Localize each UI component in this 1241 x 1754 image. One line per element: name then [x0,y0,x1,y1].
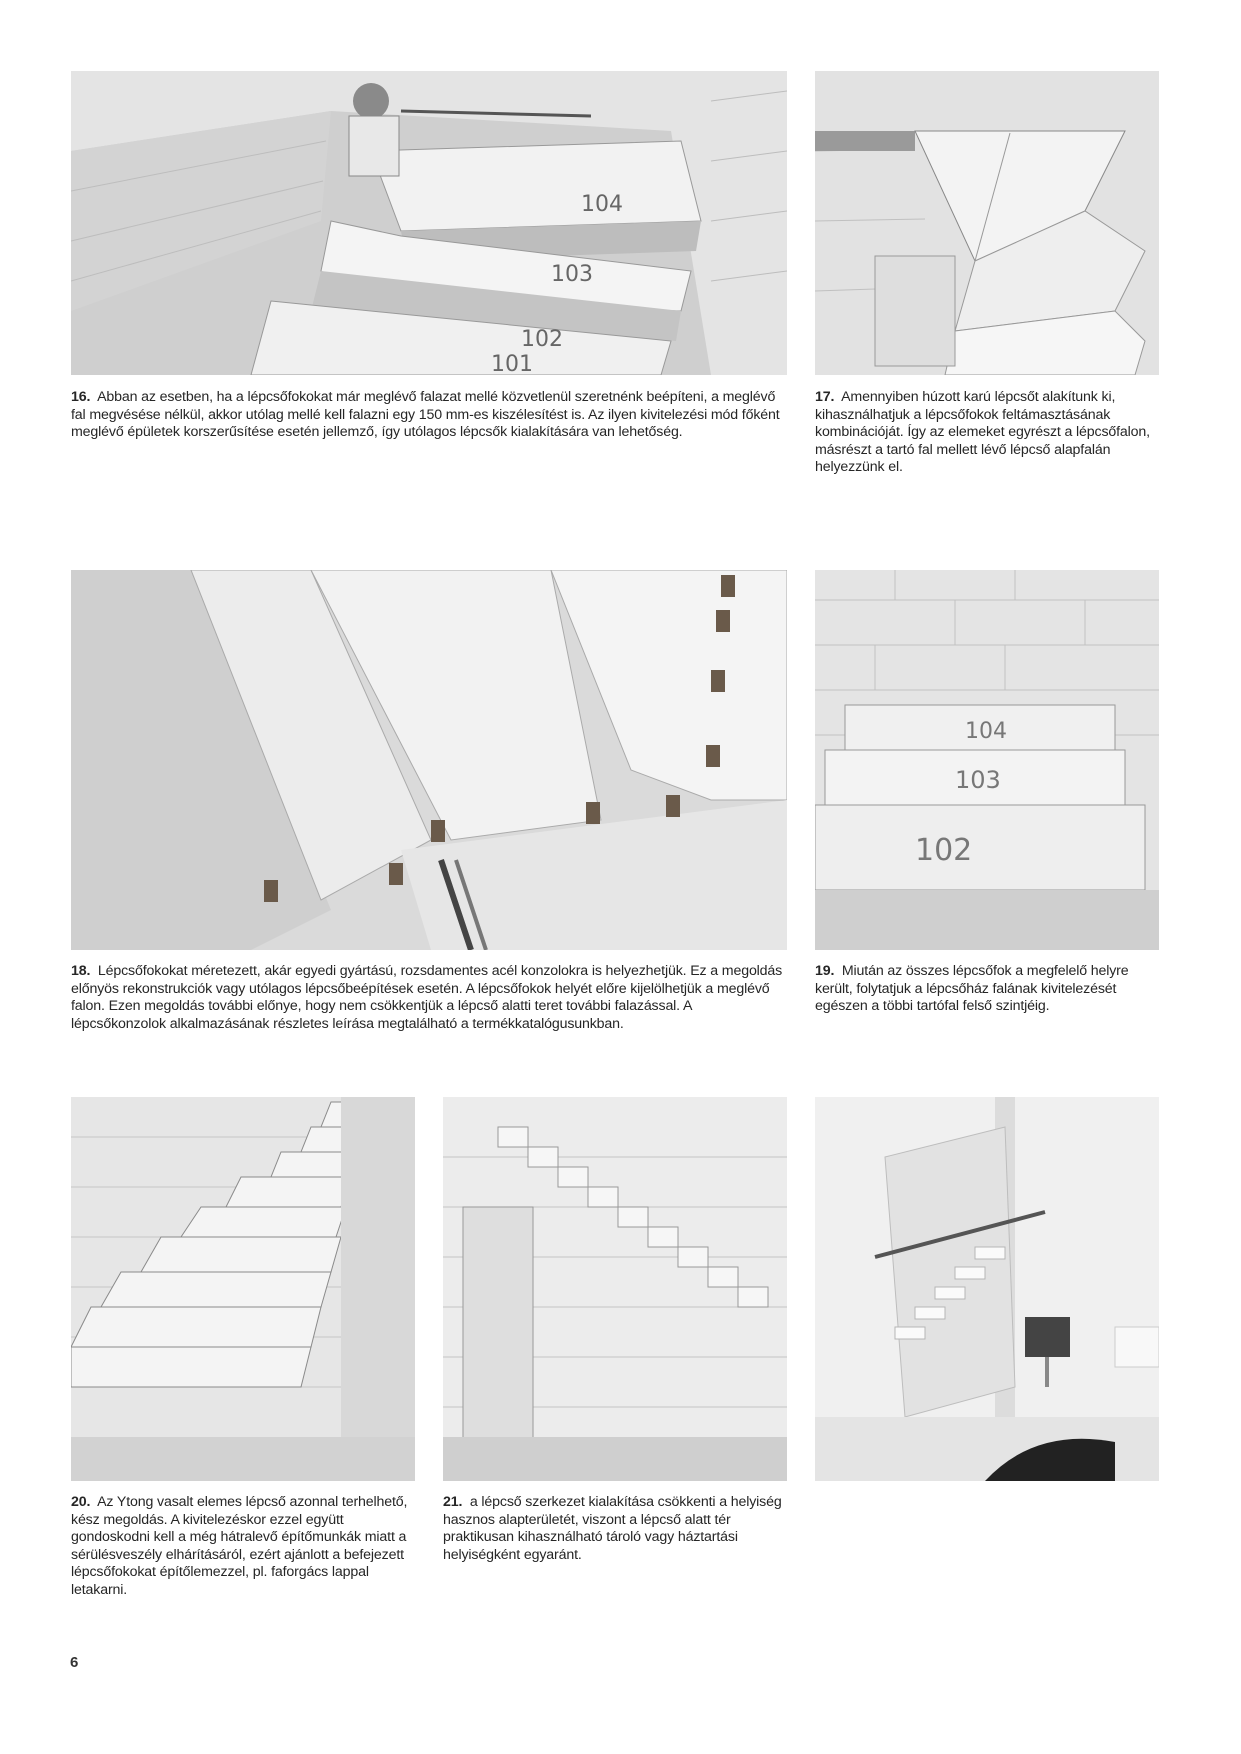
caption-number: 18. [71,963,91,979]
photo-18-steel-console-stairs [71,570,787,950]
caption-number: 21. [443,1494,463,1510]
caption-text: Amennyiben húzott karú lépcsőt alakítunk ki, kihasználhatjuk a lépcsőfokok feltámasztásának kombinációját. Így az elemeket egyrészt a lépcsőfalon, másrészt a tartó fal mellett lévő lépcső alapfalán helyezzünk el. [815,389,1150,476]
caption-19 [815,963,1159,1016]
photo-20-reinforced-element-stairs [71,1097,415,1481]
caption-number: 19. [815,963,835,979]
caption-20 [71,1494,415,1600]
step-label-102: 102 [915,833,973,868]
caption-number: 20. [71,1494,91,1510]
step-label-102: 102 [521,327,563,352]
step-label-104: 104 [965,719,1007,744]
caption-text: a lépcső szerkezet kialakítása csökkenti a helyiség hasznos alapterületét, viszont a lépcső alatt tér praktikusan kihasználható tároló vagy háztartási helyiségként egyaránt. [443,1494,782,1563]
caption-text: Miután az összes lépcsőfok a megfelelő helyre került, folytatjuk a lépcsőház falának kivitelezését egészen a többi tartófal felső szintjéig. [815,963,1129,1015]
step-label-101: 101 [491,352,533,375]
page-number: 6 [70,1654,79,1671]
photo-17-winder-stairs [815,71,1159,375]
step-label-103: 103 [955,766,1001,794]
caption-16 [71,389,787,442]
photo-16-stairs-against-wall [71,71,787,375]
caption-text: Abban az esetben, ha a lépcsőfokokat már meglévő falazat mellé közvetlenül szeretnénk beépíteni, a meglévő fal megvésése nélkül, akkor utólag mellé kell falazni egy 150 mm-es kiszélesítést is. Az ilyen kivitelezési mód főként meglévő épületek korszerűsítése esetén jellemző, így utólagos lépcsők kialakítására van lehetőség. [71,389,780,441]
caption-18 [71,963,787,1033]
caption-17 [815,389,1159,477]
caption-number: 16. [71,389,91,405]
photo-19-stairs-against-block-wall [815,570,1159,950]
photo-22-finished-interior-stairs [815,1097,1159,1481]
step-label-104: 104 [581,192,623,217]
step-label-103: 103 [551,262,593,287]
caption-21 [443,1494,787,1564]
caption-text: Lépcsőfokokat méretezett, akár egyedi gyártású, rozsdamentes acél konzolokra is helyezhetjük. Ez a megoldás előnyös rekonstrukciók vagy utólagos lépcsőbeépítések esetén. A lépcsőfokok helyét előre kijelölhetjük a meglévő falon. Ezen megoldás további előnye, hogy nem csökkentjük a lépcső alatti teret további falazással. A lépcsőkonzolok alkalmazásának részletes leírása megtalálható a termékkatalógusunkban. [71,963,783,1032]
photo-21-space-under-stairs [443,1097,787,1481]
caption-number: 17. [815,389,835,405]
caption-text: Az Ytong vasalt elemes lépcső azonnal terhelhető, kész megoldás. A kivitelezéskor ezzel együtt gondoskodni kell a még hátralevő építőmunkák miatt a sérülésveszély elhárításáról, ezért ajánlott a befejezett lépcsőfokokat építőlemezzel, pl. faforgács lappal letakarni. [71,1494,408,1598]
